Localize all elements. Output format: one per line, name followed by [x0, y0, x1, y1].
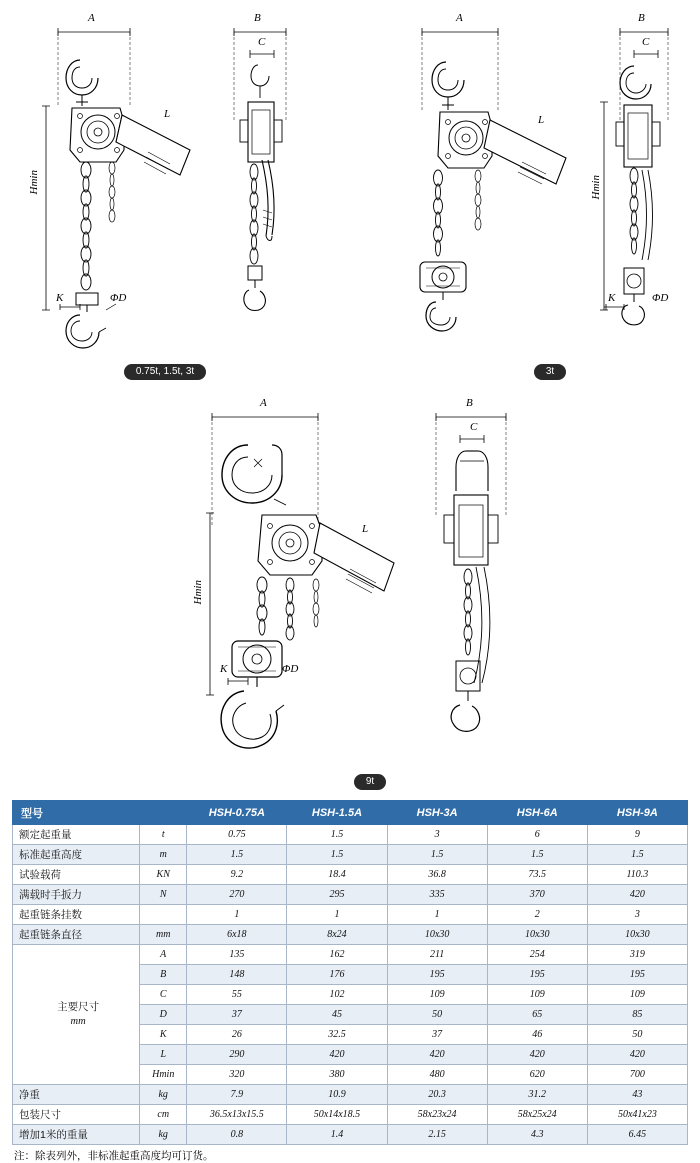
cell: 270 [187, 885, 287, 905]
cell: 109 [387, 985, 487, 1005]
table-row [13, 925, 688, 945]
table-row [13, 825, 688, 845]
row-unit-dim-B: C [140, 985, 187, 1005]
table-row [13, 1085, 688, 1105]
cell: 110.3 [587, 865, 687, 885]
cell: 1.4 [287, 1125, 387, 1145]
cell: 420 [387, 1045, 487, 1065]
figure-3-caption-wrap [320, 771, 420, 790]
table-body [13, 825, 688, 1145]
table-header-row [13, 801, 688, 825]
row-label-chain-diameter: 起重链条直径 [13, 925, 140, 945]
row-label-lever-force: 满载时手扳力 [13, 885, 140, 905]
cell: 32.5 [287, 1025, 387, 1045]
row-unit-chain-falls [140, 905, 187, 925]
cell: 73.5 [487, 865, 587, 885]
cell: 10x30 [387, 925, 487, 945]
main-dimensions-line2: mm [70, 1015, 86, 1027]
figure-2-caption-wrap [500, 361, 600, 380]
cell: 4.3 [487, 1125, 587, 1145]
cell: 162 [287, 945, 387, 965]
label-phiD-fig2: ΦD [652, 292, 669, 304]
table-row [13, 945, 688, 965]
cell: 700 [587, 1065, 687, 1085]
figure-2-drawing [390, 10, 590, 355]
cell: 135 [187, 945, 287, 965]
row-unit-dim-Hmin: Hmin [140, 1065, 187, 1085]
cell: 36.5x13x15.5 [187, 1105, 287, 1125]
cell: 10x30 [487, 925, 587, 945]
cell: 65 [487, 1005, 587, 1025]
label-A-fig1: A [88, 12, 95, 24]
cell: 1 [187, 905, 287, 925]
label-K-fig2: K [608, 292, 616, 304]
cell: 1.5 [387, 845, 487, 865]
figure-1-caption-wrap [95, 361, 235, 380]
cell: 211 [387, 945, 487, 965]
figure-2-front-view [390, 10, 590, 355]
cell: 480 [387, 1065, 487, 1085]
table-row [13, 885, 688, 905]
label-K-fig3: K [220, 663, 228, 675]
cell: 2.15 [387, 1125, 487, 1145]
table-row [13, 845, 688, 865]
cell: 420 [287, 1045, 387, 1065]
figure-1-front-view [20, 10, 210, 355]
main-dimensions-line1: 主要尺寸 [57, 1000, 100, 1013]
cell: 20.3 [387, 1085, 487, 1105]
cell: 1.5 [487, 845, 587, 865]
cell: 50x41x23 [587, 1105, 687, 1125]
row-label-standard-lift: 标准起重高度 [13, 845, 140, 865]
cell: 254 [487, 945, 587, 965]
figure-3-front-view [190, 395, 410, 765]
cell: 3 [587, 905, 687, 925]
cell: 46 [487, 1025, 587, 1045]
cell: 1.5 [287, 845, 387, 865]
header-hsh-15a: HSH-1.5A [287, 801, 387, 825]
cell: 50 [387, 1005, 487, 1025]
figure-1-side-view [210, 10, 340, 355]
cell: 6.45 [587, 1125, 687, 1145]
cell: 1 [387, 905, 487, 925]
table-row [13, 1105, 688, 1125]
row-label-net-weight: 净重 [13, 1085, 140, 1105]
figure-3-side-drawing [410, 395, 540, 765]
cell: 295 [287, 885, 387, 905]
specification-table-wrapper [12, 800, 688, 1163]
cell: 31.2 [487, 1085, 587, 1105]
cell: 10.9 [287, 1085, 387, 1105]
cell: 0.8 [187, 1125, 287, 1145]
cell: 55 [187, 985, 287, 1005]
cell: 1 [287, 905, 387, 925]
row-unit-chain-diameter: mm [140, 925, 187, 945]
cell: 18.4 [287, 865, 387, 885]
cell: 50 [587, 1025, 687, 1045]
cell: 9 [587, 825, 687, 845]
figure-1-caption: 0.75t, 1.5t, 3t [124, 364, 206, 380]
cell: 195 [487, 965, 587, 985]
label-C-fig3: C [470, 421, 478, 433]
cell: 0.75 [187, 825, 287, 845]
cell: 195 [587, 965, 687, 985]
table-row [13, 865, 688, 885]
row-label-package-size: 包装尺寸 [13, 1105, 140, 1125]
cell: 109 [487, 985, 587, 1005]
header-hsh-3a: HSH-3A [387, 801, 487, 825]
table-row [13, 1125, 688, 1145]
cell: 50x14x18.5 [287, 1105, 387, 1125]
label-K-fig1: K [56, 292, 64, 304]
header-model: 型号 [13, 801, 187, 825]
row-unit-standard-lift: m [140, 845, 187, 865]
cell: 1.5 [587, 845, 687, 865]
cell: 420 [587, 885, 687, 905]
row-unit-dim-L: L [140, 1045, 187, 1065]
cell: 6 [487, 825, 587, 845]
row-unit-rated-capacity: t [140, 825, 187, 845]
row-unit-dim-C: D [140, 1005, 187, 1025]
table-row [13, 905, 688, 925]
figure-2-side-drawing [590, 10, 700, 355]
figure-3-drawing [190, 395, 410, 765]
label-A-fig2: A [456, 12, 463, 24]
cell: 109 [587, 985, 687, 1005]
cell: 176 [287, 965, 387, 985]
label-C-fig2: C [642, 36, 650, 48]
row-label-test-load: 试验载荷 [13, 865, 140, 885]
label-Hmin-fig1: Hmin [28, 170, 40, 195]
label-C-fig1: C [258, 36, 266, 48]
figure-2-caption: 3t [534, 364, 566, 380]
cell: 102 [287, 985, 387, 1005]
header-hsh-9a: HSH-9A [587, 801, 687, 825]
label-B-fig1: B [254, 12, 261, 24]
cell: 319 [587, 945, 687, 965]
row-unit-dim-A: B [140, 965, 187, 985]
specification-table [12, 800, 688, 1145]
cell: 43 [587, 1085, 687, 1105]
cell: 58x23x24 [387, 1105, 487, 1125]
cell: 85 [587, 1005, 687, 1025]
row-label-rated-capacity: 额定起重量 [13, 825, 140, 845]
label-B-fig2: B [638, 12, 645, 24]
cell: 380 [287, 1065, 387, 1085]
cell: 10x30 [587, 925, 687, 945]
label-Hmin-fig2: Hmin [590, 175, 602, 200]
cell: 420 [587, 1045, 687, 1065]
cell: 36.8 [387, 865, 487, 885]
row-unit-dim-D: K [140, 1025, 187, 1045]
label-A-fig3: A [260, 397, 267, 409]
label-L-fig1: L [164, 108, 171, 120]
cell: 320 [187, 1065, 287, 1085]
table-note: 注：除表列外，非标准起重高度均可订货。 [14, 1150, 214, 1162]
cell: 37 [187, 1005, 287, 1025]
row-unit-extra-meter-weight: kg [140, 1125, 187, 1145]
row-label-chain-falls: 起重链条挂数 [13, 905, 140, 925]
cell: 420 [487, 1045, 587, 1065]
figure-3-caption: 9t [354, 774, 386, 790]
row-unit-lever-force: N [140, 885, 187, 905]
figure-3-side-view [410, 395, 540, 765]
cell: 8x24 [287, 925, 387, 945]
cell: 195 [387, 965, 487, 985]
header-hsh-6a: HSH-6A [487, 801, 587, 825]
cell: 45 [287, 1005, 387, 1025]
row-unit-package-size: cm [140, 1105, 187, 1125]
cell: 26 [187, 1025, 287, 1045]
label-L-fig2: L [538, 114, 545, 126]
label-B-fig3: B [466, 397, 473, 409]
cell: 370 [487, 885, 587, 905]
cell: 9.2 [187, 865, 287, 885]
header-hsh-075a: HSH-0.75A [187, 801, 287, 825]
cell: 7.9 [187, 1085, 287, 1105]
row-label-extra-meter-weight: 增加1米的重量 [13, 1125, 140, 1145]
cell: 37 [387, 1025, 487, 1045]
row-unit-net-weight: kg [140, 1085, 187, 1105]
cell: 6x18 [187, 925, 287, 945]
cell: 148 [187, 965, 287, 985]
cell: 1.5 [287, 825, 387, 845]
cell: 335 [387, 885, 487, 905]
figure-1-side-drawing [210, 10, 340, 355]
cell: 58x25x24 [487, 1105, 587, 1125]
figure-2-side-view [590, 10, 700, 355]
cell: 3 [387, 825, 487, 845]
label-Hmin-fig3: Hmin [192, 580, 204, 605]
row-unit-test-load: KN [140, 865, 187, 885]
label-L-fig3: L [362, 523, 369, 535]
label-phiD-fig1: ΦD [110, 292, 127, 304]
table-head [13, 801, 688, 825]
label-phiD-fig3: ΦD [282, 663, 299, 675]
cell: 1.5 [187, 845, 287, 865]
row-label-main-dimensions [13, 945, 140, 1085]
cell: 290 [187, 1045, 287, 1065]
cell: 2 [487, 905, 587, 925]
cell: 620 [487, 1065, 587, 1085]
row-unit-dim-mm: A [140, 945, 187, 965]
